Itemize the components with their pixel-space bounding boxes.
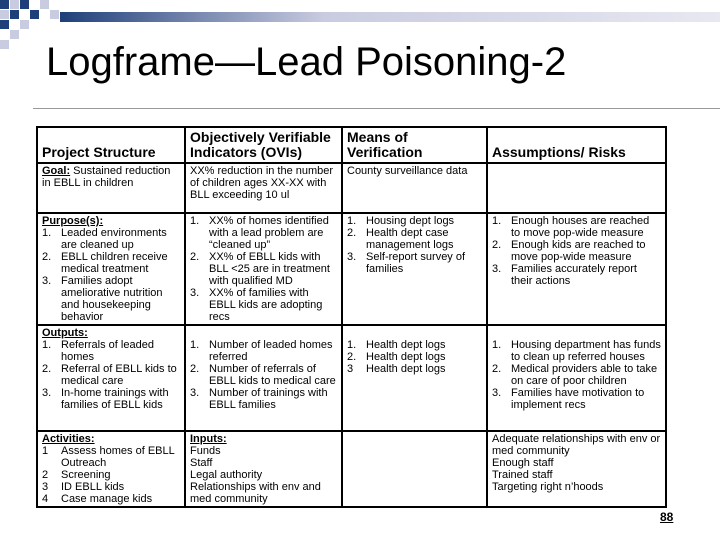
list-item: Funds <box>190 445 221 457</box>
activities-cell <box>37 431 185 507</box>
outputs-cell <box>37 325 185 431</box>
decor-square <box>10 30 19 39</box>
goal-row <box>37 163 666 213</box>
list-item: Enough staff <box>492 457 554 469</box>
purpose-cell <box>37 213 185 325</box>
list-item: 3. Families adopt ameliorative nutrition and housekeeping behavior <box>42 275 163 323</box>
decor-square <box>20 0 29 9</box>
outputs-mov <box>342 325 487 431</box>
decor-square <box>20 20 29 29</box>
decor-square <box>0 0 9 9</box>
outputs-assumptions <box>487 325 666 431</box>
goal-assumptions <box>487 163 666 213</box>
list-item: 2. Enough kids are reached to move pop-wide measure <box>492 239 646 263</box>
list-item: 3. XX% of families with EBLL kids are adopting recs <box>190 287 323 323</box>
list-item: 1. Referrals of leaded homes <box>42 339 154 363</box>
list-item: 3. Families accurately report their actions <box>492 263 637 287</box>
goal-label: Goal: <box>42 165 71 177</box>
header-row <box>37 127 666 163</box>
goal-mov: County surveillance data <box>342 163 487 213</box>
goal-text: Sustained reduction in EBLL in children <box>42 165 171 189</box>
outputs-label: Outputs: <box>42 327 88 339</box>
list-item: 1. XX% of homes identified with a lead problem are “cleaned up” <box>190 215 329 251</box>
decor-square <box>10 10 19 19</box>
list-item: Staff <box>190 457 213 469</box>
list-item: 2. EBLL children receive medical treatment <box>42 251 168 275</box>
list-item: 2. Health dept logs <box>347 351 446 363</box>
purpose-row <box>37 213 666 325</box>
header-ovis: Objectively Verifiable Indicators (OVIs) <box>185 127 342 163</box>
activities-mov <box>342 431 487 507</box>
header-project-structure: Project Structure <box>37 127 185 163</box>
purpose-label: Purpose(s): <box>42 215 104 227</box>
list-item: 1 Assess homes of EBLL Outreach <box>42 445 175 469</box>
decor-square <box>0 10 9 19</box>
decor-square <box>0 20 9 29</box>
list-item: 3. Self-report survey of families <box>347 251 466 275</box>
list-item: 1. Housing department has funds to clean up referred houses <box>492 339 661 363</box>
list-item: 2. Number of referrals of EBLL kids to medical care <box>190 363 336 387</box>
activities-assumptions <box>487 431 666 507</box>
decor-square <box>40 0 49 9</box>
list-item: 3 ID EBLL kids <box>42 481 125 493</box>
outputs-row <box>37 325 666 431</box>
list-item: 1. Housing dept logs <box>347 215 455 227</box>
list-item: Trained staff <box>492 469 553 481</box>
list-item: Targeting right n’hoods <box>492 481 604 493</box>
list-item: 2. Medical providers able to take on care of poor children <box>492 363 658 387</box>
list-item: 1. Enough houses are reached to move pop-wide measure <box>492 215 650 239</box>
purpose-mov <box>342 213 487 325</box>
decor-square <box>10 0 19 9</box>
purpose-assumptions <box>487 213 666 325</box>
goal-ovi: XX% reduction in the number of children ages XX-XX with BLL exceeding 10 ul <box>185 163 342 213</box>
activities-row <box>37 431 666 507</box>
list-item: 3. In-home trainings with families of EBLL kids <box>42 387 169 411</box>
inputs-label: Inputs: <box>190 433 227 445</box>
list-item: 2. XX% of EBLL kids with BLL <25 are in treatment with qualified MD <box>190 251 330 287</box>
goal-cell <box>37 163 185 213</box>
list-item: 3. Families have motivation to implement recs <box>492 387 645 411</box>
top-gradient-bar <box>60 12 720 22</box>
purpose-ovi <box>185 213 342 325</box>
title-divider <box>33 108 720 109</box>
header-assumptions: Assumptions/ Risks <box>487 127 666 163</box>
decor-square <box>50 10 59 19</box>
list-item: 2. Health dept case management logs <box>347 227 454 251</box>
logframe-table <box>36 126 667 508</box>
page-number: 88 <box>660 510 674 524</box>
inputs-cell <box>185 431 342 507</box>
list-item: 3 Health dept logs <box>347 363 446 375</box>
outputs-ovi <box>185 325 342 431</box>
list-item: 2. Referral of EBLL kids to medical care <box>42 363 177 387</box>
list-item: 1. Health dept logs <box>347 339 446 351</box>
slide-title: Logframe—Lead Poisoning-2 <box>46 40 567 84</box>
list-item: 4 Case manage kids <box>42 493 153 505</box>
list-item: 1. Number of leaded homes referred <box>190 339 333 363</box>
list-item: Relationships with env and med community <box>190 481 321 505</box>
decor-square <box>30 10 39 19</box>
list-item: 1. Leaded environments are cleaned up <box>42 227 167 251</box>
activities-label: Activities: <box>42 433 95 445</box>
header-means-of-verification: Means of Verification <box>342 127 487 163</box>
decor-square <box>0 40 9 49</box>
list-item: Legal authority <box>190 469 263 481</box>
list-item: 2 Screening <box>42 469 111 481</box>
list-item: Adequate relationships with env or med community <box>492 433 661 457</box>
list-item: 3. Number of trainings with EBLL families <box>190 387 328 411</box>
